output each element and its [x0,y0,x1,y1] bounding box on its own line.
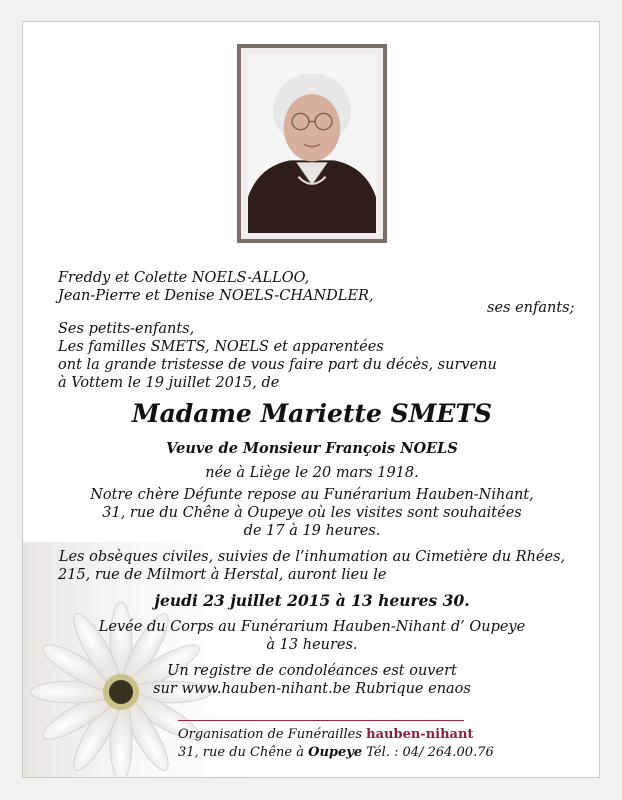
levee-line-2: à 13 heures. [266,637,358,653]
birth-info: née à Liège le 20 mars 1918. [205,465,419,481]
family-line-3: ont la grande tristesse de vous faire part du décès, survenu [58,357,497,373]
visits-line-2: 31, rue du Chêne à Oupeye où les visites sont souhaitées [102,505,522,521]
widow-of: Veuve de Monsieur François NOELS [166,440,458,457]
register-line-2: sur www.hauben-nihant.be Rubrique enaos [153,681,471,697]
obituary-card [22,21,600,778]
deceased-name: Madame Mariette SMETS [131,399,493,428]
address-prefix: 31, rue du Chêne à [178,745,309,760]
child-line-2: Jean-Pierre et Denise NOELS-CHANDLER, [58,288,374,304]
family-line-2: Les familles SMETS, NOELS et apparentées [58,339,384,355]
register-line-1: Un registre de condoléances est ouvert [167,663,457,679]
portrait-frame [237,44,387,243]
funeral-date: jeudi 23 juillet 2015 à 13 heures 30. [154,591,470,610]
brand-name: hauben-nihant [366,727,474,742]
family-line-4: à Vottem le 19 juillet 2015, de [58,375,280,391]
footer-address [178,744,494,762]
footer-organisation [178,726,473,744]
funeral-line-2: 215, rue de Milmort à Herstal, auront lieu le [58,567,387,583]
visits-line-3: de 17 à 19 heures. [243,523,381,539]
children-label: ses enfants; [487,300,575,316]
child-line-1: Freddy et Colette NOELS-ALLOO, [58,270,310,286]
address-suffix: Tél. : 04/ 264.00.76 [362,745,494,760]
footer-divider [178,720,464,721]
visits-line-1: Notre chère Défunte repose au Funérarium Hauben-Nihant, [90,487,534,503]
portrait-mat [241,48,383,239]
funeral-line-1: Les obsèques civiles, suivies de l’inhumation au Cimetière du Rhées, [58,549,566,565]
family-line-1: Ses petits-enfants, [58,321,195,337]
address-city: Oupeye [308,745,363,760]
org-prefix: Organisation de Funérailles [178,727,367,742]
portrait-photo [248,54,376,233]
levee-line-1: Levée du Corps au Funérarium Hauben-Nihant d’ Oupeye [98,619,526,635]
